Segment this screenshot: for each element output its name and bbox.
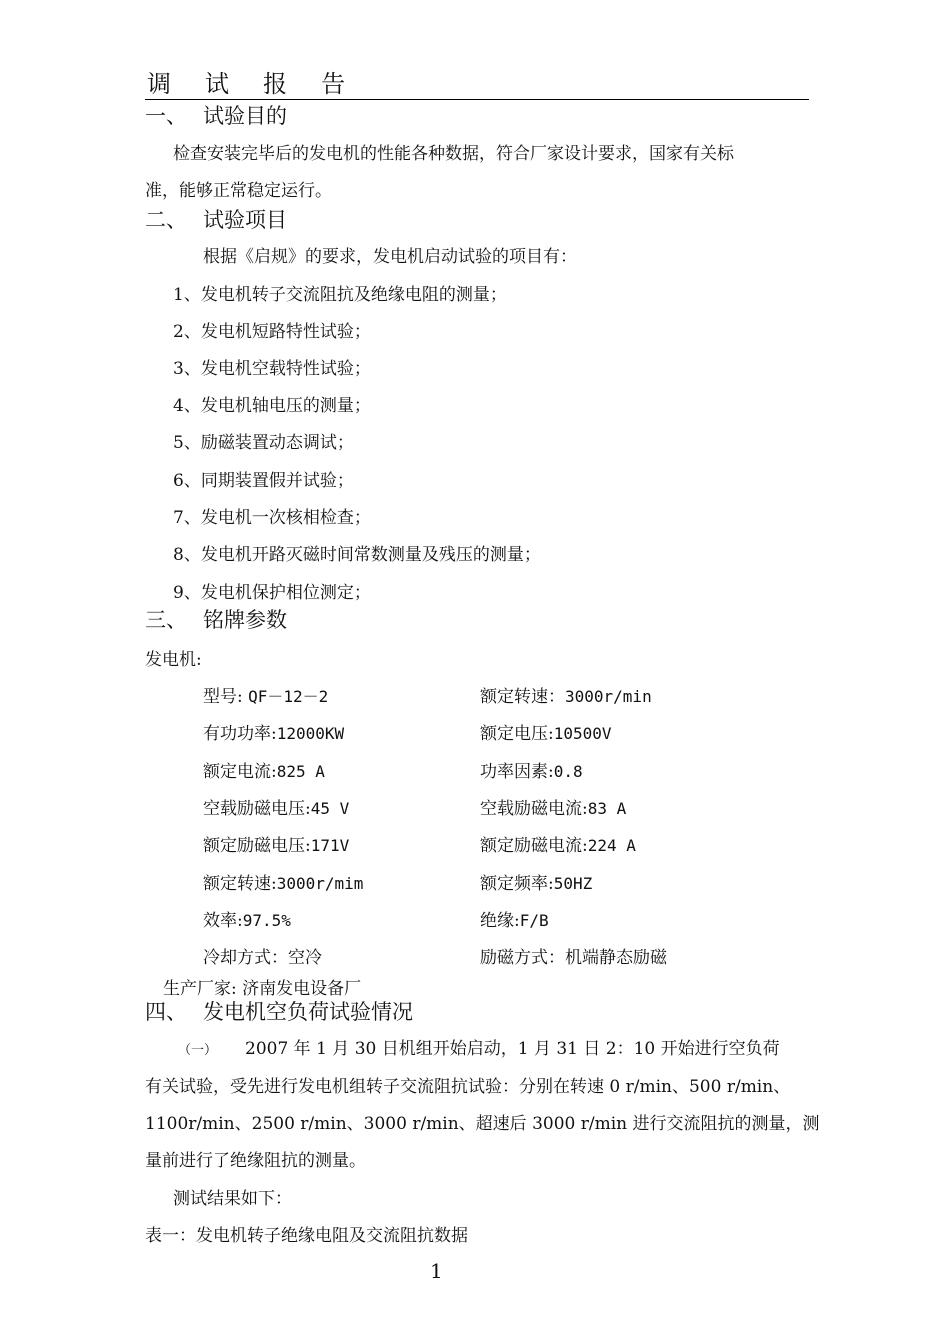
- nameplate-left: [203, 906, 291, 931]
- purpose-line-2: 准，能够正常稳定运行。: [145, 181, 332, 201]
- section-4-title: 发电机空负荷试验情况: [203, 1000, 413, 1024]
- param-value: 0.8: [553, 762, 583, 781]
- table-caption: 表一：发电机转子绝缘电阻及交流阻抗数据: [145, 1226, 468, 1246]
- param-value: 机端静态励磁: [565, 948, 667, 968]
- param-value: 97.5%: [242, 911, 291, 930]
- subsection-mark: （一）: [178, 1043, 218, 1058]
- param-label: 有功功率:: [203, 724, 277, 744]
- section-4-number: 四、: [145, 1000, 187, 1024]
- nameplate-left: [203, 719, 344, 744]
- list-item: 9、发电机保护相位测定；: [173, 583, 371, 603]
- param-label: 型号:: [203, 687, 243, 707]
- param-label: 额定电流:: [203, 762, 277, 782]
- nameplate-left: [203, 943, 322, 968]
- nameplate-right: [480, 869, 592, 894]
- nameplate-right: [480, 906, 549, 931]
- purpose-line-1: 检查安装完毕后的发电机的性能各种数据，符合厂家设计要求，国家有关标: [173, 144, 734, 164]
- param-label: 额定转速：: [480, 687, 565, 707]
- param-label: 空载励磁电压:: [203, 799, 311, 819]
- nameplate-left: [203, 831, 349, 856]
- param-value: 171V: [310, 836, 350, 855]
- manufacturer: 生产厂家: 济南发电设备厂: [163, 979, 362, 999]
- param-label: 额定电压:: [480, 724, 554, 744]
- page-number: 1: [430, 1259, 443, 1283]
- nameplate-right: [480, 757, 583, 782]
- param-value: F/B: [519, 911, 549, 930]
- body-line-2: 有关试验，受先进行发电机组转子交流阻抗试验：分别在转速 0 r/min、500 r/min、: [145, 1077, 791, 1097]
- nameplate-right: [480, 682, 652, 707]
- param-value: 224 A: [587, 836, 636, 855]
- param-value: 3000r/min: [565, 687, 652, 706]
- list-item: 4、发电机轴电压的测量；: [173, 396, 371, 416]
- list-item: 6、同期装置假并试验；: [173, 471, 354, 491]
- nameplate-right: [480, 719, 612, 744]
- section-1-number: 一、: [145, 104, 187, 128]
- nameplate-right: [480, 831, 636, 856]
- param-value: 12000KW: [276, 724, 345, 743]
- nameplate-left: [203, 794, 349, 819]
- section-3-number: 三、: [145, 608, 187, 632]
- param-value: 3000r/mim: [276, 874, 364, 893]
- list-item: 2、发电机短路特性试验；: [173, 322, 371, 342]
- param-label: 绝缘:: [480, 911, 520, 931]
- param-value: 83 A: [587, 799, 627, 818]
- nameplate-right: [480, 943, 667, 968]
- list-item: 3、发电机空载特性试验；: [173, 359, 371, 379]
- report-title: 调 试 报 告: [147, 70, 359, 98]
- body-line-4: 量前进行了绝缘阻抗的测量。: [145, 1151, 366, 1171]
- param-value: 空冷: [288, 948, 322, 968]
- generator-label: 发电机:: [145, 650, 202, 670]
- param-value: QF－12－2: [248, 687, 329, 706]
- param-label: 功率因素:: [480, 762, 554, 782]
- section-2-title: 试验项目: [203, 208, 287, 232]
- list-item: 5、励磁装置动态调试；: [173, 433, 354, 453]
- section-1-title: 试验目的: [203, 104, 287, 128]
- param-label: 励磁方式：: [480, 948, 565, 968]
- section-2-number: 二、: [145, 208, 187, 232]
- param-value: 45 V: [310, 799, 350, 818]
- param-label: 额定转速:: [203, 874, 277, 894]
- param-label: 额定励磁电流:: [480, 836, 588, 856]
- nameplate-left: [203, 757, 325, 782]
- param-value: 825 A: [276, 762, 325, 781]
- nameplate-right: [480, 794, 626, 819]
- list-item: 1、发电机转子交流阻抗及绝缘电阻的测量；: [173, 285, 507, 305]
- param-label: 额定频率:: [480, 874, 554, 894]
- section-3-title: 铭牌参数: [203, 608, 287, 632]
- param-label: 冷却方式：: [203, 948, 288, 968]
- nameplate-left: [203, 682, 328, 707]
- results-intro: 测试结果如下：: [173, 1189, 292, 1209]
- body-line-3: 1100r/min、2500 r/min、3000 r/min、超速后 3000 r/min 进行交流阻抗的测量，测: [145, 1114, 820, 1134]
- param-label: 空载励磁电流:: [480, 799, 588, 819]
- param-value: 50HZ: [553, 874, 593, 893]
- body-line-1: 2007 年 1 月 30 日机组开始启动，1 月 31 日 2：10 开始进行空负荷: [245, 1039, 780, 1059]
- param-value: 10500V: [553, 724, 612, 743]
- param-label: 额定励磁电压:: [203, 836, 311, 856]
- param-label: 效率:: [203, 911, 243, 931]
- nameplate-left: [203, 869, 363, 894]
- list-item: 8、发电机开路灭磁时间常数测量及残压的测量；: [173, 545, 541, 565]
- list-item: 7、发电机一次核相检查；: [173, 508, 371, 528]
- items-intro: 根据《启规》的要求，发电机启动试验的项目有：: [203, 247, 577, 267]
